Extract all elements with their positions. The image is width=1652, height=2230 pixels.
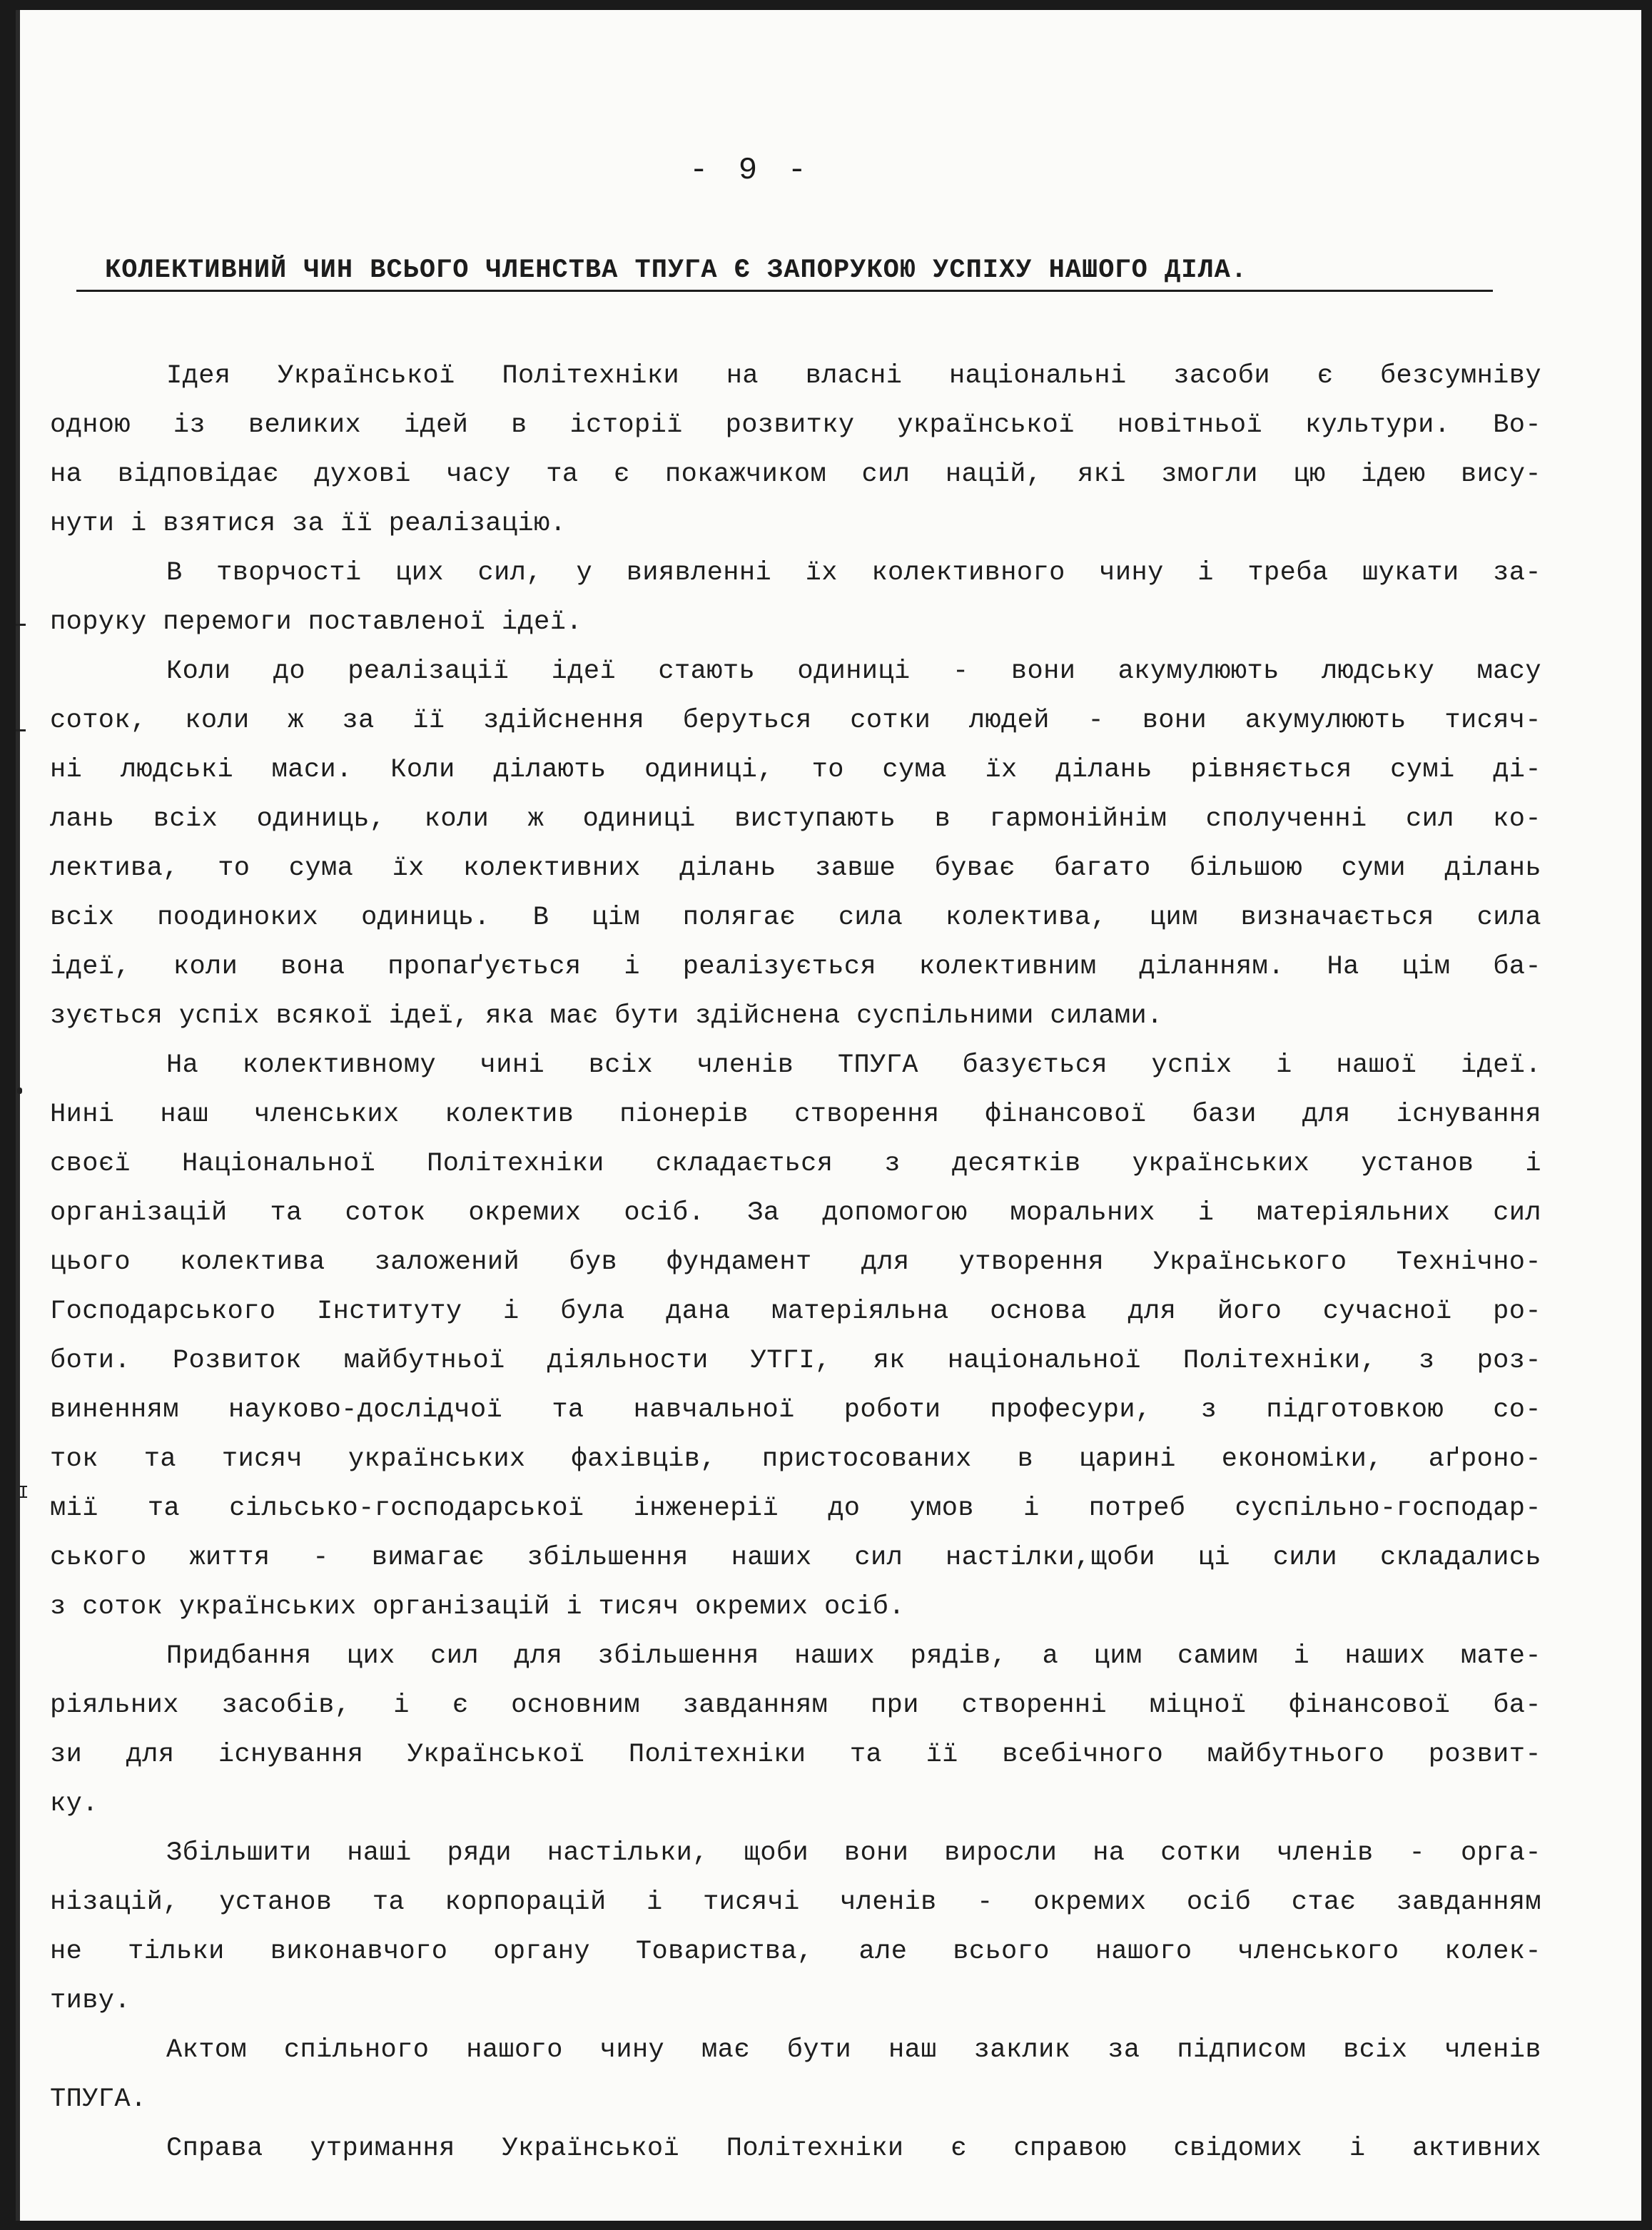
text-line: соток, коли ж за її здійснення беруться сотки людей - вони акумулюють тисяч- xyxy=(50,706,1541,736)
text-line: Придбання цих сил для збільшення наших рядів, а цим самим і наших мате- xyxy=(166,1641,1541,1671)
text-line: ні людські маси. Коли ділають одиниці, то сума їх ділань рівняється сумі ді- xyxy=(50,755,1541,785)
text-line: одною із великих ідей в історії розвитку української новітньої культури. Во- xyxy=(50,410,1541,440)
scan-left-edge xyxy=(16,10,20,2221)
text-line: цього колектива заложений був фундамент для утворення Українського Технічно- xyxy=(50,1247,1541,1277)
text-line: зується успіх всякої ідеї, яка має бути здійснена суспільними силами. xyxy=(50,1001,1163,1031)
text-line: ідеї, коли вона пропаґується і реалізується колективним діланням. На цім ба- xyxy=(50,952,1541,982)
text-line: Справа утримання Української Політехніки є справою свідомих і активних xyxy=(166,2134,1541,2164)
text-line: Ідея Української Політехніки на власні національні засоби є безсумніву xyxy=(166,361,1541,391)
text-line: В творчості цих сил, у виявленні їх колективного чину і треба шукати за- xyxy=(166,558,1541,588)
text-line: ТПУГА. xyxy=(50,2084,147,2114)
text-line: Нині наш членських колектив піонерів створення фінансової бази для існування xyxy=(50,1100,1541,1130)
text-line: нути і взятися за її реалізацію. xyxy=(50,509,567,539)
text-line: Коли до реалізації ідеї стають одиниці - вони акумулюють людську масу xyxy=(166,657,1541,686)
margin-dot-mark xyxy=(17,1088,22,1094)
document-heading: КОЛЕКТИВНИЙ ЧИН ВСЬОГО ЧЛЕНСТВА ТПУГА Є ЗАПОРУКОЮ УСПІХУ НАШОГО ДІЛА. xyxy=(76,251,1493,292)
text-line: зи для існування Української Політехніки та її всебічного майбутнього розвит- xyxy=(50,1740,1541,1770)
text-line: ського життя - вимагає збільшення наших сил настілки,щоби ці сили складались xyxy=(50,1543,1541,1573)
text-line: лань всіх одиниць, коли ж одиниці виступають в гармонійнім сполученні сил ко- xyxy=(50,804,1541,834)
text-line: лектива, то сума їх колективних ділань завше буває багато більшою суми ділань xyxy=(50,853,1541,883)
text-line: Актом спільного нашого чину має бути наш заклик за підписом всіх членів xyxy=(166,2035,1541,2065)
margin-tick-mark xyxy=(16,729,26,731)
text-line: Господарського Інституту і була дана матеріяльна основа для його сучасної ро- xyxy=(50,1297,1541,1327)
text-line: не тільки виконавчого органу Товариства, але всього нашого членського колек- xyxy=(50,1937,1541,1967)
text-line: нізацій, установ та корпорацій і тисячі членів - окремих осіб стає завданням xyxy=(50,1887,1541,1917)
margin-tick-mark xyxy=(16,624,26,626)
text-line: ку. xyxy=(50,1789,98,1819)
text-line: ток та тисяч українських фахівців, пристосованих в царині економіки, аґроно- xyxy=(50,1444,1541,1474)
margin-side-mark: I xyxy=(18,1482,29,1504)
text-line: виненням науково-дослідчої та навчальної роботи професури, з підготовкою со- xyxy=(50,1395,1541,1425)
document-body xyxy=(50,352,1541,2174)
text-line: своєї Національної Політехніки складається з десятків українських установ і xyxy=(50,1149,1541,1179)
page-number: - 9 - xyxy=(689,153,813,188)
text-line: На колективному чині всіх членів ТПУГА базується успіх і нашої ідеї. xyxy=(166,1050,1541,1080)
text-line: Збільшити наші ряди настільки, щоби вони виросли на сотки членів - орга- xyxy=(166,1838,1541,1868)
text-line: боти. Розвиток майбутньої діяльности УТГІ, як національної Політехніки, з роз- xyxy=(50,1346,1541,1376)
text-line: поруку перемоги поставленої ідеї. xyxy=(50,607,582,637)
text-line: тиву. xyxy=(50,1986,131,2016)
text-line: ріяльних засобів, і є основним завданням при створенні міцної фінансової ба- xyxy=(50,1691,1541,1720)
text-line: організацій та соток окремих осіб. За допомогою моральних і матеріяльних сил xyxy=(50,1198,1541,1228)
text-line: всіх поодиноких одиниць. В цім полягає сила колектива, цим визначається сила xyxy=(50,903,1541,933)
document-page xyxy=(16,10,1641,2221)
text-line: на відповідає духові часу та є покажчиком сил націй, які змогли цю ідею вису- xyxy=(50,460,1541,490)
text-line: з соток українських організацій і тисяч окремих осіб. xyxy=(50,1592,905,1622)
text-line: мії та сільсько-господарської інженерії до умов і потреб суспільно-господар- xyxy=(50,1494,1541,1524)
